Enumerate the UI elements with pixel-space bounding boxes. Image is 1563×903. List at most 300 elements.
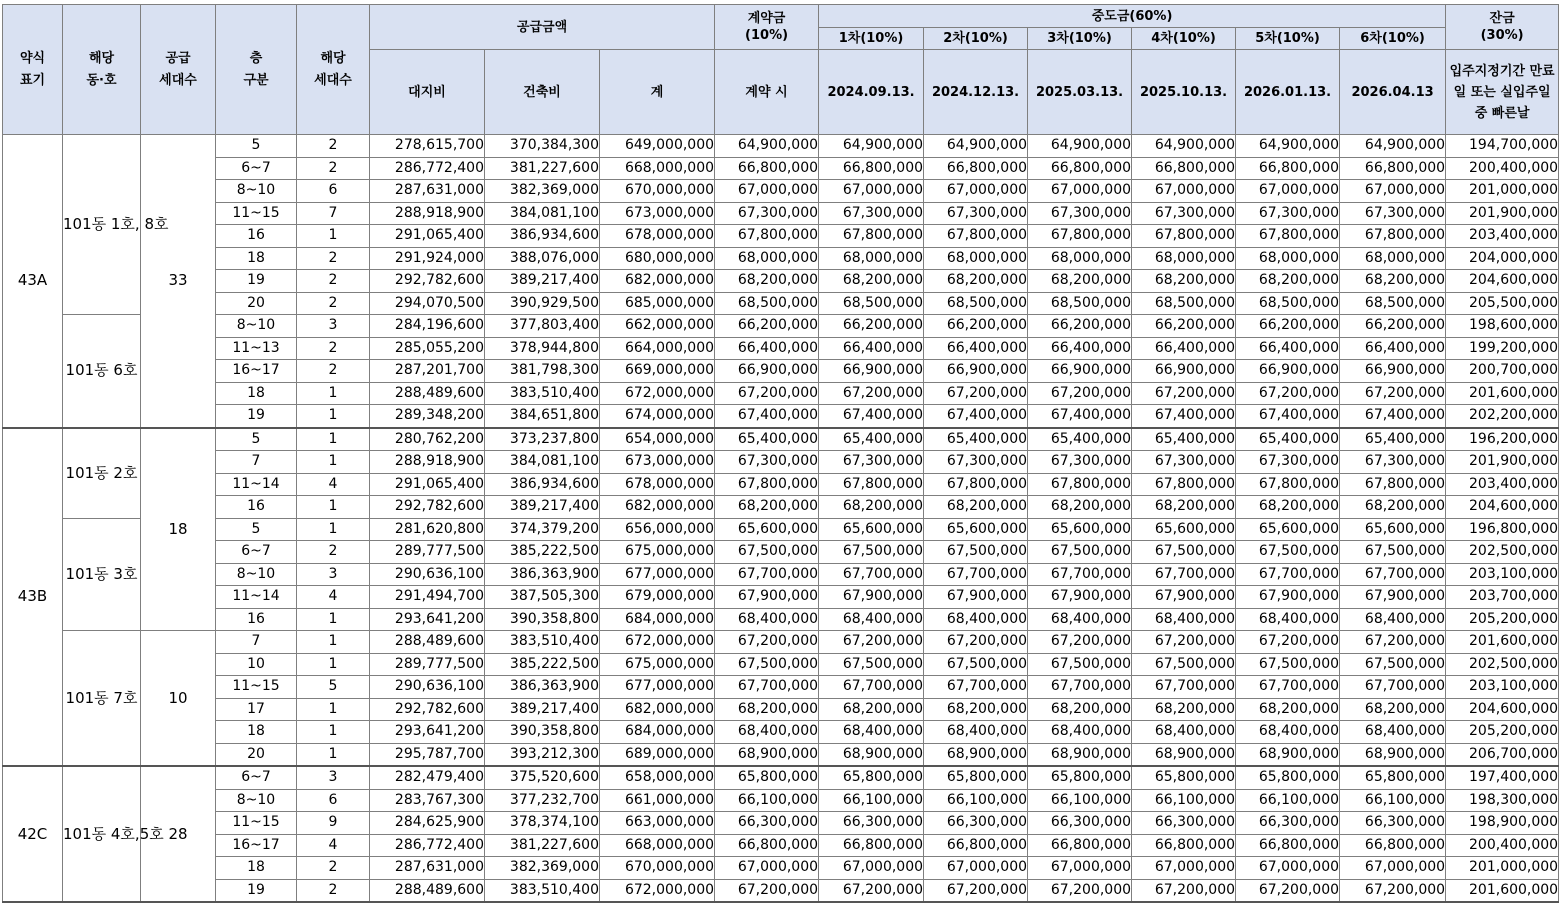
header-total: 계 bbox=[600, 50, 715, 135]
middle-1-cell: 68,500,000 bbox=[819, 292, 924, 315]
middle-1-cell: 67,700,000 bbox=[819, 563, 924, 586]
contract-cell: 68,200,000 bbox=[715, 270, 819, 293]
middle-4-cell: 65,800,000 bbox=[1132, 766, 1236, 789]
middle-3-cell: 67,000,000 bbox=[1028, 857, 1132, 880]
building-cost-cell: 389,217,400 bbox=[485, 496, 600, 519]
table-row bbox=[3, 721, 1559, 744]
table-row bbox=[3, 135, 1559, 158]
land-cost-cell: 292,782,600 bbox=[370, 270, 485, 293]
land-cost-cell: 284,196,600 bbox=[370, 315, 485, 338]
middle-5-cell: 66,800,000 bbox=[1236, 157, 1340, 180]
table-row bbox=[3, 563, 1559, 586]
contract-cell: 65,800,000 bbox=[715, 766, 819, 789]
middle-5-cell: 66,200,000 bbox=[1236, 315, 1340, 338]
middle-3-cell: 68,200,000 bbox=[1028, 698, 1132, 721]
building-cost-cell: 383,510,400 bbox=[485, 382, 600, 405]
middle-6-cell: 67,200,000 bbox=[1340, 879, 1446, 902]
table-row bbox=[3, 496, 1559, 519]
total-cost-cell: 677,000,000 bbox=[600, 676, 715, 699]
building-cost-cell: 393,212,300 bbox=[485, 743, 600, 766]
middle-6-cell: 66,800,000 bbox=[1340, 157, 1446, 180]
total-cost-cell: 675,000,000 bbox=[600, 653, 715, 676]
building-cost-cell: 385,222,500 bbox=[485, 653, 600, 676]
total-cost-cell: 675,000,000 bbox=[600, 541, 715, 564]
total-cost-cell: 672,000,000 bbox=[600, 631, 715, 654]
middle-1-cell: 67,300,000 bbox=[819, 451, 924, 474]
middle-2-cell: 68,200,000 bbox=[924, 496, 1028, 519]
middle-5-cell: 67,300,000 bbox=[1236, 202, 1340, 225]
balance-cell: 202,500,000 bbox=[1446, 653, 1559, 676]
contract-cell: 65,600,000 bbox=[715, 518, 819, 541]
units-cell: 4 bbox=[297, 586, 370, 609]
total-cost-cell: 684,000,000 bbox=[600, 608, 715, 631]
middle-1-cell: 65,800,000 bbox=[819, 766, 924, 789]
middle-2-cell: 68,000,000 bbox=[924, 247, 1028, 270]
units-cell: 2 bbox=[297, 541, 370, 564]
middle-6-cell: 67,400,000 bbox=[1340, 405, 1446, 428]
supply-units-cell: 18 bbox=[141, 428, 216, 631]
middle-2-cell: 68,400,000 bbox=[924, 721, 1028, 744]
middle-6-cell: 66,800,000 bbox=[1340, 834, 1446, 857]
middle-5-cell: 64,900,000 bbox=[1236, 135, 1340, 158]
table-row bbox=[3, 180, 1559, 203]
middle-4-cell: 68,400,000 bbox=[1132, 721, 1236, 744]
balance-cell: 203,400,000 bbox=[1446, 473, 1559, 496]
dong-ho-cell: 101동 2호 bbox=[63, 428, 141, 519]
middle-3-cell: 66,300,000 bbox=[1028, 812, 1132, 835]
contract-cell: 66,300,000 bbox=[715, 812, 819, 835]
land-cost-cell: 289,777,500 bbox=[370, 653, 485, 676]
middle-3-cell: 66,400,000 bbox=[1028, 337, 1132, 360]
middle-1-cell: 66,100,000 bbox=[819, 789, 924, 812]
land-cost-cell: 283,767,300 bbox=[370, 789, 485, 812]
building-cost-cell: 389,217,400 bbox=[485, 698, 600, 721]
middle-3-cell: 68,200,000 bbox=[1028, 496, 1132, 519]
total-cost-cell: 670,000,000 bbox=[600, 180, 715, 203]
building-cost-cell: 390,929,500 bbox=[485, 292, 600, 315]
middle-1-cell: 68,000,000 bbox=[819, 247, 924, 270]
middle-2-cell: 66,900,000 bbox=[924, 360, 1028, 383]
building-cost-cell: 386,934,600 bbox=[485, 473, 600, 496]
floor-cell: 8~10 bbox=[216, 180, 297, 203]
header-date-6: 2026.04.13 bbox=[1340, 50, 1446, 135]
units-cell: 1 bbox=[297, 496, 370, 519]
units-cell: 1 bbox=[297, 698, 370, 721]
floor-cell: 6~7 bbox=[216, 766, 297, 789]
middle-2-cell: 67,500,000 bbox=[924, 653, 1028, 676]
total-cost-cell: 682,000,000 bbox=[600, 698, 715, 721]
middle-1-cell: 68,900,000 bbox=[819, 743, 924, 766]
land-cost-cell: 285,055,200 bbox=[370, 337, 485, 360]
middle-4-cell: 67,800,000 bbox=[1132, 225, 1236, 248]
middle-4-cell: 68,500,000 bbox=[1132, 292, 1236, 315]
balance-cell: 203,100,000 bbox=[1446, 676, 1559, 699]
contract-cell: 68,500,000 bbox=[715, 292, 819, 315]
middle-1-cell: 67,500,000 bbox=[819, 653, 924, 676]
balance-cell: 204,600,000 bbox=[1446, 496, 1559, 519]
header-balance-when: 입주지정기간 만료일 또는 실입주일 중 빠른날 bbox=[1446, 50, 1559, 135]
middle-6-cell: 68,900,000 bbox=[1340, 743, 1446, 766]
middle-1-cell: 66,300,000 bbox=[819, 812, 924, 835]
middle-5-cell: 67,800,000 bbox=[1236, 225, 1340, 248]
balance-cell: 199,200,000 bbox=[1446, 337, 1559, 360]
middle-4-cell: 67,400,000 bbox=[1132, 405, 1236, 428]
total-cost-cell: 661,000,000 bbox=[600, 789, 715, 812]
units-cell: 6 bbox=[297, 789, 370, 812]
table-row bbox=[3, 405, 1559, 428]
building-cost-cell: 382,369,000 bbox=[485, 857, 600, 880]
middle-6-cell: 65,600,000 bbox=[1340, 518, 1446, 541]
floor-cell: 8~10 bbox=[216, 563, 297, 586]
building-cost-cell: 382,369,000 bbox=[485, 180, 600, 203]
units-cell: 1 bbox=[297, 428, 370, 451]
units-cell: 1 bbox=[297, 382, 370, 405]
middle-5-cell: 67,200,000 bbox=[1236, 631, 1340, 654]
middle-3-cell: 68,500,000 bbox=[1028, 292, 1132, 315]
middle-2-cell: 67,500,000 bbox=[924, 541, 1028, 564]
middle-6-cell: 68,200,000 bbox=[1340, 496, 1446, 519]
units-cell: 1 bbox=[297, 451, 370, 474]
building-cost-cell: 387,505,300 bbox=[485, 586, 600, 609]
balance-cell: 201,000,000 bbox=[1446, 180, 1559, 203]
middle-4-cell: 67,000,000 bbox=[1132, 180, 1236, 203]
units-cell: 2 bbox=[297, 247, 370, 270]
total-cost-cell: 672,000,000 bbox=[600, 382, 715, 405]
middle-2-cell: 68,200,000 bbox=[924, 698, 1028, 721]
middle-5-cell: 65,600,000 bbox=[1236, 518, 1340, 541]
middle-3-cell: 68,400,000 bbox=[1028, 608, 1132, 631]
middle-5-cell: 67,200,000 bbox=[1236, 382, 1340, 405]
units-cell: 4 bbox=[297, 834, 370, 857]
middle-6-cell: 67,700,000 bbox=[1340, 676, 1446, 699]
header-building: 건축비 bbox=[485, 50, 600, 135]
land-cost-cell: 292,782,600 bbox=[370, 698, 485, 721]
middle-4-cell: 68,000,000 bbox=[1132, 247, 1236, 270]
floor-cell: 20 bbox=[216, 743, 297, 766]
middle-4-cell: 67,700,000 bbox=[1132, 676, 1236, 699]
land-cost-cell: 287,201,700 bbox=[370, 360, 485, 383]
table-row bbox=[3, 247, 1559, 270]
floor-cell: 11~15 bbox=[216, 676, 297, 699]
middle-3-cell: 68,400,000 bbox=[1028, 721, 1132, 744]
middle-3-cell: 65,600,000 bbox=[1028, 518, 1132, 541]
balance-cell: 202,200,000 bbox=[1446, 405, 1559, 428]
contract-cell: 66,400,000 bbox=[715, 337, 819, 360]
middle-1-cell: 67,500,000 bbox=[819, 541, 924, 564]
contract-cell: 67,200,000 bbox=[715, 879, 819, 902]
middle-2-cell: 68,900,000 bbox=[924, 743, 1028, 766]
middle-1-cell: 68,200,000 bbox=[819, 698, 924, 721]
middle-3-cell: 67,200,000 bbox=[1028, 879, 1132, 902]
floor-cell: 10 bbox=[216, 653, 297, 676]
contract-cell: 67,500,000 bbox=[715, 541, 819, 564]
middle-5-cell: 68,400,000 bbox=[1236, 721, 1340, 744]
middle-4-cell: 66,200,000 bbox=[1132, 315, 1236, 338]
floor-cell: 5 bbox=[216, 518, 297, 541]
total-cost-cell: 689,000,000 bbox=[600, 743, 715, 766]
building-cost-cell: 384,081,100 bbox=[485, 202, 600, 225]
header-middle-payment: 중도금(60%) bbox=[819, 5, 1446, 28]
middle-2-cell: 64,900,000 bbox=[924, 135, 1028, 158]
middle-6-cell: 66,100,000 bbox=[1340, 789, 1446, 812]
header-contract: 계약금 (10%) bbox=[715, 5, 819, 50]
middle-3-cell: 67,700,000 bbox=[1028, 676, 1132, 699]
middle-3-cell: 66,800,000 bbox=[1028, 834, 1132, 857]
balance-cell: 200,400,000 bbox=[1446, 157, 1559, 180]
land-cost-cell: 284,625,900 bbox=[370, 812, 485, 835]
contract-cell: 68,000,000 bbox=[715, 247, 819, 270]
middle-4-cell: 67,200,000 bbox=[1132, 879, 1236, 902]
balance-cell: 204,600,000 bbox=[1446, 698, 1559, 721]
contract-cell: 68,200,000 bbox=[715, 698, 819, 721]
building-cost-cell: 377,803,400 bbox=[485, 315, 600, 338]
contract-cell: 68,200,000 bbox=[715, 496, 819, 519]
middle-6-cell: 67,500,000 bbox=[1340, 541, 1446, 564]
total-cost-cell: 684,000,000 bbox=[600, 721, 715, 744]
table-row bbox=[3, 608, 1559, 631]
land-cost-cell: 282,479,400 bbox=[370, 766, 485, 789]
middle-2-cell: 67,000,000 bbox=[924, 857, 1028, 880]
middle-4-cell: 65,600,000 bbox=[1132, 518, 1236, 541]
middle-3-cell: 65,400,000 bbox=[1028, 428, 1132, 451]
table-row bbox=[3, 541, 1559, 564]
middle-6-cell: 67,500,000 bbox=[1340, 653, 1446, 676]
middle-1-cell: 67,000,000 bbox=[819, 857, 924, 880]
header-m6: 6차(10%) bbox=[1340, 28, 1446, 50]
middle-6-cell: 67,200,000 bbox=[1340, 382, 1446, 405]
balance-cell: 205,200,000 bbox=[1446, 608, 1559, 631]
header-supply-units: 공급 세대수 bbox=[141, 5, 216, 135]
middle-6-cell: 67,700,000 bbox=[1340, 563, 1446, 586]
floor-cell: 7 bbox=[216, 631, 297, 654]
header-m2: 2차(10%) bbox=[924, 28, 1028, 50]
middle-6-cell: 67,800,000 bbox=[1340, 473, 1446, 496]
table-body bbox=[3, 135, 1559, 903]
total-cost-cell: 662,000,000 bbox=[600, 315, 715, 338]
land-cost-cell: 286,772,400 bbox=[370, 834, 485, 857]
middle-3-cell: 67,000,000 bbox=[1028, 180, 1132, 203]
dong-ho-cell: 101동 6호 bbox=[63, 315, 141, 428]
units-cell: 9 bbox=[297, 812, 370, 835]
contract-cell: 67,000,000 bbox=[715, 180, 819, 203]
middle-4-cell: 67,300,000 bbox=[1132, 202, 1236, 225]
middle-3-cell: 66,100,000 bbox=[1028, 789, 1132, 812]
header-date-3: 2025.03.13. bbox=[1028, 50, 1132, 135]
middle-3-cell: 67,700,000 bbox=[1028, 563, 1132, 586]
middle-3-cell: 67,300,000 bbox=[1028, 202, 1132, 225]
total-cost-cell: 680,000,000 bbox=[600, 247, 715, 270]
building-cost-cell: 386,363,900 bbox=[485, 676, 600, 699]
contract-cell: 67,800,000 bbox=[715, 473, 819, 496]
middle-2-cell: 68,200,000 bbox=[924, 270, 1028, 293]
contract-cell: 64,900,000 bbox=[715, 135, 819, 158]
contract-cell: 67,700,000 bbox=[715, 563, 819, 586]
land-cost-cell: 288,489,600 bbox=[370, 631, 485, 654]
middle-5-cell: 67,700,000 bbox=[1236, 676, 1340, 699]
contract-cell: 67,200,000 bbox=[715, 382, 819, 405]
balance-cell: 198,300,000 bbox=[1446, 789, 1559, 812]
dong-ho-cell: 101동 4호,5호 bbox=[63, 766, 141, 902]
table-row bbox=[3, 834, 1559, 857]
land-cost-cell: 289,777,500 bbox=[370, 541, 485, 564]
middle-4-cell: 68,200,000 bbox=[1132, 270, 1236, 293]
header-dong-ho: 해당 동·호 bbox=[63, 5, 141, 135]
middle-3-cell: 65,800,000 bbox=[1028, 766, 1132, 789]
middle-6-cell: 65,400,000 bbox=[1340, 428, 1446, 451]
contract-cell: 66,200,000 bbox=[715, 315, 819, 338]
table-row bbox=[3, 360, 1559, 383]
table-row bbox=[3, 225, 1559, 248]
middle-1-cell: 66,800,000 bbox=[819, 834, 924, 857]
building-cost-cell: 377,232,700 bbox=[485, 789, 600, 812]
balance-cell: 201,000,000 bbox=[1446, 857, 1559, 880]
middle-1-cell: 67,800,000 bbox=[819, 225, 924, 248]
balance-cell: 205,500,000 bbox=[1446, 292, 1559, 315]
middle-4-cell: 66,400,000 bbox=[1132, 337, 1236, 360]
supply-units-cell: 28 bbox=[141, 766, 216, 902]
header-date-4: 2025.10.13. bbox=[1132, 50, 1236, 135]
floor-cell: 16 bbox=[216, 496, 297, 519]
land-cost-cell: 287,631,000 bbox=[370, 180, 485, 203]
dong-ho-cell: 101동 3호 bbox=[63, 518, 141, 631]
middle-4-cell: 67,200,000 bbox=[1132, 631, 1236, 654]
units-cell: 3 bbox=[297, 766, 370, 789]
table-row bbox=[3, 157, 1559, 180]
land-cost-cell: 291,924,000 bbox=[370, 247, 485, 270]
balance-cell: 201,600,000 bbox=[1446, 382, 1559, 405]
land-cost-cell: 295,787,700 bbox=[370, 743, 485, 766]
total-cost-cell: 677,000,000 bbox=[600, 563, 715, 586]
total-cost-cell: 649,000,000 bbox=[600, 135, 715, 158]
header-date-1: 2024.09.13. bbox=[819, 50, 924, 135]
building-cost-cell: 390,358,800 bbox=[485, 721, 600, 744]
middle-5-cell: 68,500,000 bbox=[1236, 292, 1340, 315]
contract-cell: 67,700,000 bbox=[715, 676, 819, 699]
middle-5-cell: 68,000,000 bbox=[1236, 247, 1340, 270]
land-cost-cell: 292,782,600 bbox=[370, 496, 485, 519]
middle-1-cell: 65,400,000 bbox=[819, 428, 924, 451]
middle-4-cell: 67,500,000 bbox=[1132, 541, 1236, 564]
balance-cell: 196,200,000 bbox=[1446, 428, 1559, 451]
building-cost-cell: 375,520,600 bbox=[485, 766, 600, 789]
middle-4-cell: 68,900,000 bbox=[1132, 743, 1236, 766]
floor-cell: 19 bbox=[216, 270, 297, 293]
units-cell: 3 bbox=[297, 315, 370, 338]
total-cost-cell: 682,000,000 bbox=[600, 270, 715, 293]
table-row bbox=[3, 337, 1559, 360]
floor-cell: 18 bbox=[216, 857, 297, 880]
table-row bbox=[3, 270, 1559, 293]
middle-4-cell: 67,700,000 bbox=[1132, 563, 1236, 586]
building-cost-cell: 384,651,800 bbox=[485, 405, 600, 428]
middle-4-cell: 67,000,000 bbox=[1132, 857, 1236, 880]
land-cost-cell: 288,918,900 bbox=[370, 451, 485, 474]
middle-3-cell: 67,400,000 bbox=[1028, 405, 1132, 428]
middle-1-cell: 66,400,000 bbox=[819, 337, 924, 360]
total-cost-cell: 672,000,000 bbox=[600, 879, 715, 902]
building-cost-cell: 378,944,800 bbox=[485, 337, 600, 360]
balance-cell: 204,000,000 bbox=[1446, 247, 1559, 270]
middle-6-cell: 68,200,000 bbox=[1340, 270, 1446, 293]
total-cost-cell: 685,000,000 bbox=[600, 292, 715, 315]
land-cost-cell: 293,641,200 bbox=[370, 608, 485, 631]
floor-cell: 18 bbox=[216, 721, 297, 744]
middle-6-cell: 66,400,000 bbox=[1340, 337, 1446, 360]
table-row bbox=[3, 789, 1559, 812]
middle-2-cell: 67,200,000 bbox=[924, 879, 1028, 902]
units-cell: 1 bbox=[297, 608, 370, 631]
units-cell: 6 bbox=[297, 180, 370, 203]
balance-cell: 202,500,000 bbox=[1446, 541, 1559, 564]
middle-3-cell: 66,900,000 bbox=[1028, 360, 1132, 383]
contract-cell: 68,900,000 bbox=[715, 743, 819, 766]
land-cost-cell: 291,494,700 bbox=[370, 586, 485, 609]
table-row bbox=[3, 292, 1559, 315]
table-row bbox=[3, 631, 1559, 654]
middle-4-cell: 68,400,000 bbox=[1132, 608, 1236, 631]
units-cell: 2 bbox=[297, 157, 370, 180]
middle-3-cell: 66,200,000 bbox=[1028, 315, 1132, 338]
middle-3-cell: 67,200,000 bbox=[1028, 631, 1132, 654]
middle-4-cell: 66,800,000 bbox=[1132, 834, 1236, 857]
land-cost-cell: 290,636,100 bbox=[370, 563, 485, 586]
middle-6-cell: 66,200,000 bbox=[1340, 315, 1446, 338]
floor-cell: 18 bbox=[216, 247, 297, 270]
floor-cell: 16 bbox=[216, 225, 297, 248]
building-cost-cell: 384,081,100 bbox=[485, 451, 600, 474]
building-cost-cell: 385,222,500 bbox=[485, 541, 600, 564]
building-cost-cell: 378,374,100 bbox=[485, 812, 600, 835]
table-header bbox=[3, 5, 1559, 135]
middle-6-cell: 67,000,000 bbox=[1340, 180, 1446, 203]
total-cost-cell: 682,000,000 bbox=[600, 496, 715, 519]
middle-5-cell: 66,800,000 bbox=[1236, 834, 1340, 857]
units-cell: 3 bbox=[297, 563, 370, 586]
middle-4-cell: 66,900,000 bbox=[1132, 360, 1236, 383]
middle-3-cell: 67,300,000 bbox=[1028, 451, 1132, 474]
floor-cell: 19 bbox=[216, 879, 297, 902]
land-cost-cell: 291,065,400 bbox=[370, 473, 485, 496]
total-cost-cell: 656,000,000 bbox=[600, 518, 715, 541]
building-cost-cell: 370,384,300 bbox=[485, 135, 600, 158]
middle-1-cell: 68,400,000 bbox=[819, 608, 924, 631]
middle-3-cell: 67,500,000 bbox=[1028, 653, 1132, 676]
middle-6-cell: 68,500,000 bbox=[1340, 292, 1446, 315]
middle-4-cell: 66,300,000 bbox=[1132, 812, 1236, 835]
land-cost-cell: 286,772,400 bbox=[370, 157, 485, 180]
middle-5-cell: 68,900,000 bbox=[1236, 743, 1340, 766]
middle-1-cell: 67,700,000 bbox=[819, 676, 924, 699]
middle-2-cell: 65,800,000 bbox=[924, 766, 1028, 789]
middle-5-cell: 65,800,000 bbox=[1236, 766, 1340, 789]
land-cost-cell: 288,489,600 bbox=[370, 382, 485, 405]
middle-2-cell: 66,800,000 bbox=[924, 834, 1028, 857]
middle-6-cell: 67,000,000 bbox=[1340, 857, 1446, 880]
middle-5-cell: 67,000,000 bbox=[1236, 857, 1340, 880]
middle-2-cell: 67,200,000 bbox=[924, 382, 1028, 405]
middle-3-cell: 67,800,000 bbox=[1028, 225, 1132, 248]
land-cost-cell: 291,065,400 bbox=[370, 225, 485, 248]
land-cost-cell: 293,641,200 bbox=[370, 721, 485, 744]
total-cost-cell: 673,000,000 bbox=[600, 202, 715, 225]
middle-1-cell: 68,200,000 bbox=[819, 270, 924, 293]
middle-1-cell: 66,900,000 bbox=[819, 360, 924, 383]
middle-3-cell: 67,500,000 bbox=[1028, 541, 1132, 564]
middle-5-cell: 66,900,000 bbox=[1236, 360, 1340, 383]
land-cost-cell: 281,620,800 bbox=[370, 518, 485, 541]
middle-4-cell: 67,500,000 bbox=[1132, 653, 1236, 676]
land-cost-cell: 287,631,000 bbox=[370, 857, 485, 880]
